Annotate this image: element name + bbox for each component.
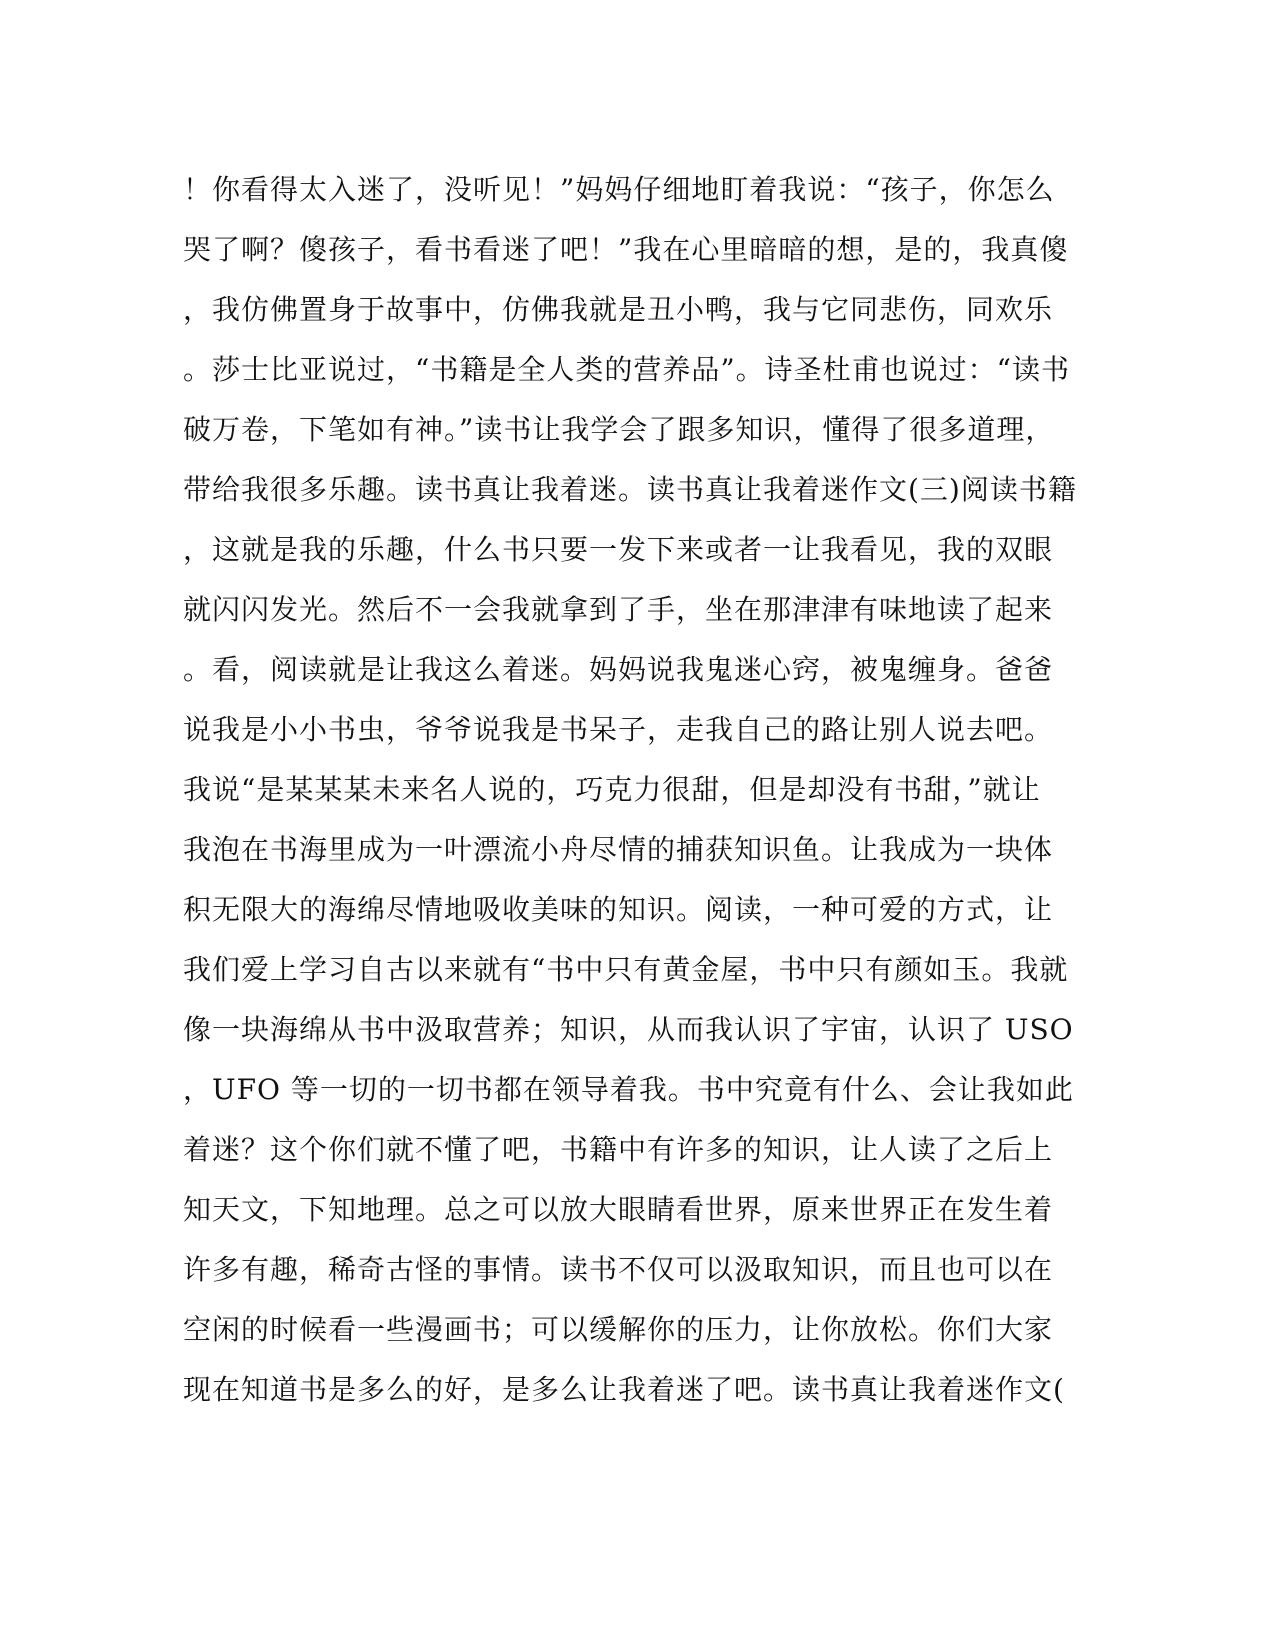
- text-line: ，这就是我的乐趣，什么书只要一发下来或者一让我看见，我的双眼: [183, 533, 1054, 566]
- text-line: 带给我很多乐趣。读书真让我着迷。读书真让我着迷作文(三)阅读书籍: [183, 473, 1077, 506]
- text-line: ！你看得太入迷了，没听见！”妈妈仔细地盯着我说：“孩子，你怎么: [183, 173, 1055, 206]
- text-line: 破万卷，下笔如有神。”读书让我学会了跟多知识，懂得了很多道理，: [183, 413, 1055, 446]
- text-line: ，我仿佛置身于故事中，仿佛我就是丑小鸭，我与它同悲伤，同欢乐: [183, 293, 1054, 326]
- text-line: 着迷？这个你们就不懂了吧，书籍中有许多的知识，让人读了之后上: [183, 1133, 1054, 1166]
- text-line: ，UFO 等一切的一切书都在领导着我。书中究竟有什么、会让我如此: [183, 1073, 1074, 1106]
- text-line: 知天文，下知地理。总之可以放大眼睛看世界，原来世界正在发生着: [183, 1193, 1054, 1226]
- body-text: [183, 160, 1083, 1420]
- text-line: 像一块海绵从书中汲取营养；知识，从而我认识了宇宙，认识了 USO: [183, 1013, 1074, 1046]
- text-line: 我泡在书海里成为一叶漂流小舟尽情的捕获知识鱼。让我成为一块体: [183, 833, 1054, 866]
- text-line: 。莎士比亚说过，“书籍是全人类的营养品”。诗圣杜甫也说过：“读书: [183, 353, 1070, 386]
- text-line: 就闪闪发光。然后不一会我就拿到了手，坐在那津津有味地读了起来: [183, 593, 1054, 626]
- text-line: 说我是小小书虫，爷爷说我是书呆子，走我自己的路让别人说去吧。: [183, 713, 1054, 746]
- text-line: 我们爱上学习自古以来就有“书中只有黄金屋，书中只有颜如玉。我就: [183, 953, 1069, 986]
- text-line: 。看，阅读就是让我这么着迷。妈妈说我鬼迷心窍，被鬼缠身。爸爸: [183, 653, 1054, 686]
- text-line: 现在知道书是多么的好，是多么让我着迷了吧。读书真让我着迷作文(: [183, 1373, 1065, 1406]
- text-line: 积无限大的海绵尽情地吸收美味的知识。阅读，一种可爱的方式，让: [183, 893, 1054, 926]
- text-line: 空闲的时候看一些漫画书；可以缓解你的压力，让你放松。你们大家: [183, 1313, 1054, 1346]
- text-line: 哭了啊？傻孩子，看书看迷了吧！”我在心里暗暗的想，是的，我真傻: [183, 233, 1069, 266]
- text-line: 许多有趣，稀奇古怪的事情。读书不仅可以汲取知识，而且也可以在: [183, 1253, 1054, 1286]
- text-line: 我说“是某某某未来名人说的，巧克力很甜，但是却没有书甜，”就让: [183, 773, 1041, 806]
